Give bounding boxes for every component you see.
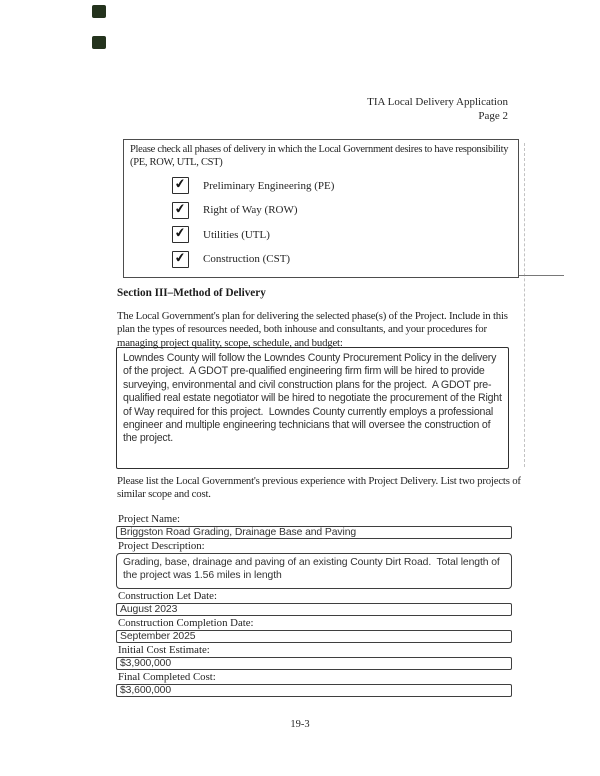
field-label-construction-completion-date: Construction Completion Date:	[118, 617, 254, 629]
checkmark-icon: ✔	[173, 200, 187, 218]
phase-row-row	[172, 202, 512, 218]
field-label-project-description: Project Description:	[118, 540, 205, 552]
phases-checklist-panel	[123, 139, 519, 278]
project-experience-fields	[116, 514, 512, 697]
scan-artifact-mark	[92, 36, 106, 49]
field-label-initial-cost-estimate: Initial Cost Estimate:	[118, 644, 210, 656]
field-label-final-completed-cost: Final Completed Cost:	[118, 671, 216, 683]
checkmark-icon: ✔	[173, 249, 187, 267]
phase-label-pe: Preliminary Engineering (PE)	[203, 179, 335, 192]
scan-artifact-overshoot-line	[519, 275, 564, 276]
section-iii-heading: Section III–Method of Delivery	[117, 287, 266, 299]
scan-artifact-edge-line	[524, 143, 525, 467]
page-number: Page 2	[478, 109, 508, 122]
phases-instruction: Please check all phases of delivery in which the Local Government desires to have responsibility (PE, ROW, UTL, CST)	[130, 144, 509, 168]
field-value-construction-completion-date[interactable]: September 2025	[116, 630, 512, 643]
field-value-project-name[interactable]: Briggston Road Grading, Drainage Base and Paving	[116, 526, 512, 539]
document-title: TIA Local Delivery Application	[367, 96, 508, 108]
field-value-final-completed-cost[interactable]: $3,600,000	[116, 684, 512, 697]
method-of-delivery-response: Lowndes County will follow the Lowndes County Procurement Policy in the delivery of the project. A GDOT pre-qualified engineering firm firm will be hired to provide surveying, environmental and civil construction plans for the project. A GDOT pre-qualified real estate negotiator will be hired to negotiate the procurement of the Right of Way required for this project. Lowndes County currently employs a professional engineer and multiple engineering technicians that will oversee the construction of the project.	[123, 352, 505, 445]
method-of-delivery-response-box[interactable]	[116, 347, 509, 469]
field-value-construction-let-date[interactable]: August 2023	[116, 603, 512, 616]
checkbox-preliminary-engineering[interactable]	[172, 177, 189, 194]
phase-row-pe	[172, 178, 512, 194]
field-value-project-description[interactable]: Grading, base, drainage and paving of an existing County Dirt Road. Total length of the project was 1.56 miles in length	[116, 553, 512, 589]
phase-label-row: Right of Way (ROW)	[203, 204, 298, 216]
method-of-delivery-prompt: The Local Government's plan for delivering the selected phase(s) of the Project. Include in this plan the types of resources needed, both inhouse and consultants, and your procedures for managing project quality, scope, schedule, and budget:	[117, 310, 508, 349]
footer-page-number: 19-3	[290, 719, 310, 730]
checkmark-icon: ✔	[173, 225, 187, 242]
previous-experience-prompt: Please list the Local Government's previous experience with Project Delivery. List two projects of similar scope and cost.	[117, 475, 521, 501]
phase-label-utl: Utilities (UTL)	[203, 228, 270, 241]
field-label-construction-let-date: Construction Let Date:	[118, 590, 217, 602]
checkbox-right-of-way[interactable]	[172, 202, 189, 219]
field-value-initial-cost-estimate[interactable]: $3,900,000	[116, 657, 512, 670]
checkmark-icon: ✔	[173, 176, 187, 193]
checkbox-construction[interactable]	[172, 251, 189, 268]
field-label-project-name: Project Name:	[118, 513, 181, 525]
phase-label-cst: Construction (CST)	[203, 253, 291, 265]
document-header	[367, 96, 508, 123]
phase-row-cst	[172, 251, 512, 267]
scan-artifact-mark	[92, 5, 106, 18]
phase-row-utl	[172, 227, 512, 243]
checkbox-utilities[interactable]	[172, 226, 189, 243]
